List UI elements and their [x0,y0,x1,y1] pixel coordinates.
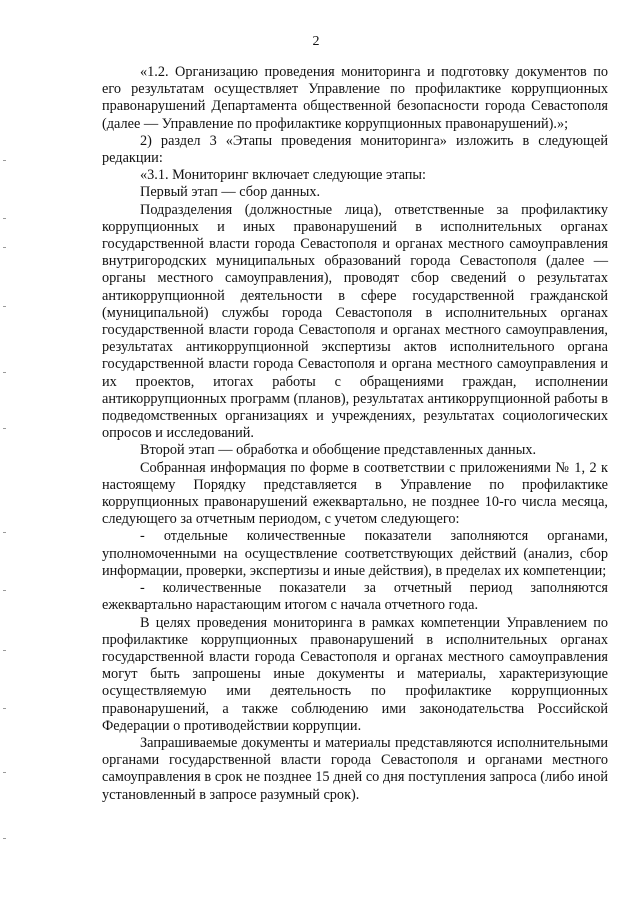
paragraph-list-item-1: - отдельные количественные показатели заполняются органами, уполномоченными на осуществление соответствующих действий (анализ, сбор информации, проверки, экспертизы и иные действия), в пределах их компетенции; [102,528,608,579]
paragraph-amend-section-3: 2) раздел 3 «Этапы проведения мониторинга» изложить в следующей редакции: [102,132,608,167]
paragraph-requests: В целях проведения мониторинга в рамках компетенции Управлением по профилактике коррупционных правонарушений в исполнительных органах государственной власти города Севастополя и органах местного самоуправления могут быть запрошены иные документы и материалы, характеризующие осуществляемую ими деятельность по профилактике коррупционных правонарушений, а также соблюдению ими законодательства Российской Федерации о противодействии коррупции. [102,614,608,734]
paragraph-first-stage: Первый этап — сбор данных. [140,184,321,201]
paragraph-1-2: «1.2. Организацию проведения мониторинга и подготовку документов по его результатам осуществляет Управление по профилактике коррупционных правонарушений Департамента общественной безопасности города Севастополя (далее — Управление по профилактике коррупционных правонарушений).»; [102,64,608,132]
document-body [102,64,608,804]
paragraph-3-1: «3.1. Мониторинг включает следующие этапы: [140,167,427,184]
page-number: 2 [312,34,320,49]
paragraph-list-item-2: - количественные показатели за отчетный период заполняются ежеквартально нарастающим итогом с начала отчетного года. [102,580,608,614]
paragraph-deadline: Запрашиваемые документы и материалы представляются исполнительными органами государственной власти города Севастополя и органами местного самоуправления в срок не позднее 15 дней со дня поступления запроса (либо иной установленный в запросе разумный срок). [102,734,608,803]
paragraph-collected-info: Собранная информация по форме в соответствии с приложениями № 1, 2 к настоящему Порядку представляется в Управление по профилактике коррупционных правонарушений ежеквартально, не позднее 10-го числа месяца, следующего за отчетным периодом, с учетом следующего: [102,459,608,528]
paragraph-subdivisions: Подразделения (должностные лица), ответственные за профилактику коррупционных и иных правонарушений в исполнительных органах государственной власти города Севастополя и органах местного самоуправления внутригородских муниципальных образований города Севастополя (далее — органы местного самоуправления), проводят сбор сведений о результатах антикоррупционной деятельности в сфере государственной гражданской (муниципальной) службы города Севастополя в исполнительных органах государственной власти города Севастополя и органах местного самоуправления, результатах антикоррупционной экспертизы актов исполнительного органа государственной власти города Севастополя и органа местного самоуправления и их проектов, итогах работы с обращениями граждан, исполнении антикоррупционных программ (планов), результатах антикоррупционной работы в подведомственных организациях и учреждениях, результатах социологических опросов и исследований. [102,201,608,442]
paragraph-second-stage: Второй этап — обработка и обобщение представленных данных. [140,442,537,459]
scan-edge-marks [0,0,14,905]
